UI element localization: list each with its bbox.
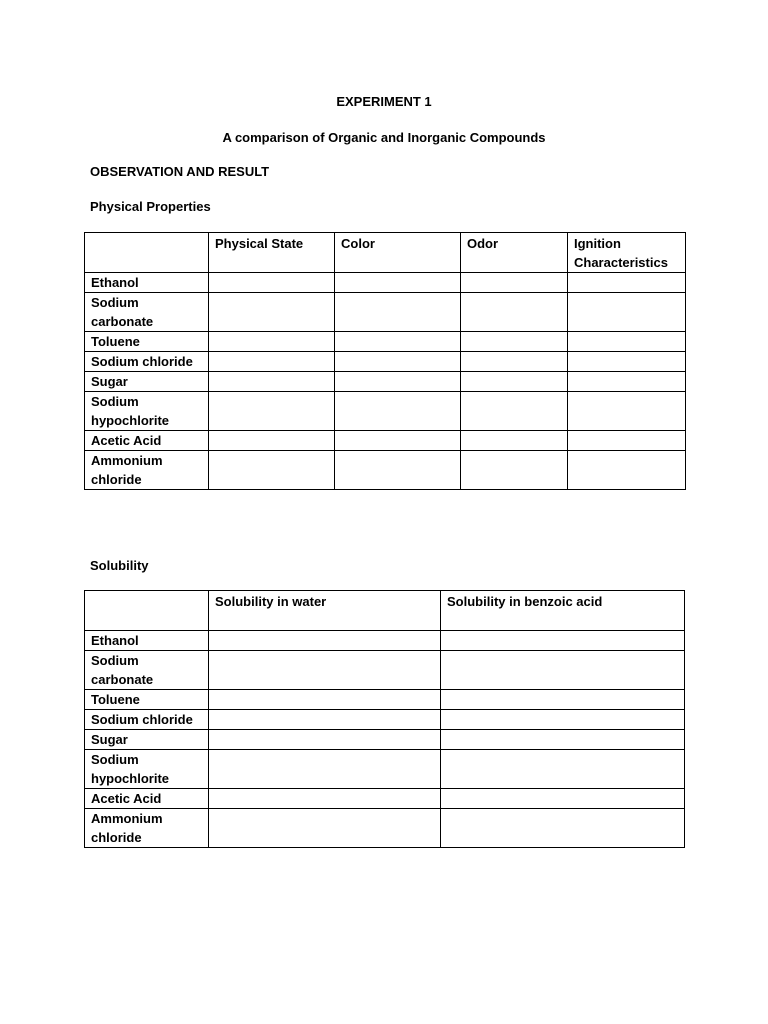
table-row [85,392,686,431]
table-row [85,451,686,490]
table-cell [335,392,461,431]
row-label: Ammonium chloride [85,451,209,490]
table-cell [209,332,335,352]
table-cell [335,372,461,392]
column-header-physical-state: Physical State [209,233,335,273]
table-cell [568,352,686,372]
row-label: Sodium chloride [85,352,209,372]
row-label: Toluene [85,690,209,710]
table-cell [209,392,335,431]
column-header-odor: Odor [461,233,568,273]
row-label: Toluene [85,332,209,352]
table-cell [209,651,441,690]
table-cell [568,332,686,352]
column-header-ignition: Ignition Characteristics [568,233,686,273]
table-cell [209,690,441,710]
table-cell [461,451,568,490]
row-label: Ethanol [85,631,209,651]
table-cell [209,809,441,848]
table-cell [209,710,441,730]
table-cell [209,293,335,332]
row-label: Sodium carbonate [85,293,209,332]
table-cell [441,651,685,690]
table-cell [209,750,441,789]
table-row [85,273,686,293]
row-label: Ammonium chloride [85,809,209,848]
table-cell [461,293,568,332]
table-cell [209,431,335,451]
column-header [85,591,209,631]
row-label: Sodium carbonate [85,651,209,690]
column-header [85,233,209,273]
solubility-table [84,590,685,848]
table-cell [461,431,568,451]
column-header-water: Solubility in water [209,591,441,631]
physical-properties-table [84,232,686,490]
table-cell [568,372,686,392]
document-subtitle: A comparison of Organic and Inorganic Compounds [222,130,546,145]
row-label: Sodium hypochlorite [85,392,209,431]
table-row [85,372,686,392]
row-label: Sodium chloride [85,710,209,730]
table-cell [441,710,685,730]
table-cell [461,273,568,293]
table-cell [461,392,568,431]
row-label: Sugar [85,730,209,750]
table-cell [335,431,461,451]
row-label: Sugar [85,372,209,392]
table-cell [335,293,461,332]
table-cell [461,352,568,372]
table-cell [209,451,335,490]
table-row [85,651,685,690]
table-row [85,750,685,789]
table-row [85,690,685,710]
table-cell [441,690,685,710]
table-row [85,352,686,372]
table-cell [568,431,686,451]
table-row [85,730,685,750]
table-cell [441,631,685,651]
table-row [85,293,686,332]
column-header-color: Color [335,233,461,273]
table-row [85,431,686,451]
row-label: Acetic Acid [85,431,209,451]
physical-properties-heading: Physical Properties [90,199,211,214]
column-header-benzoic-acid: Solubility in benzoic acid [441,591,685,631]
table-cell [335,451,461,490]
table-row [85,710,685,730]
table-cell [568,273,686,293]
table-cell [209,352,335,372]
table-cell [335,352,461,372]
section-heading: OBSERVATION AND RESULT [90,164,270,179]
table-row [85,631,685,651]
table-cell [441,750,685,789]
table-cell [441,730,685,750]
table-row [85,332,686,352]
table-cell [335,332,461,352]
table-cell [441,809,685,848]
table-cell [209,372,335,392]
table-row [85,789,685,809]
row-label: Sodium hypochlorite [85,750,209,789]
row-label: Ethanol [85,273,209,293]
table-cell [335,273,461,293]
experiment-title: EXPERIMENT 1 [336,94,432,109]
table-cell [568,451,686,490]
table-cell [209,730,441,750]
table-cell [461,372,568,392]
table-cell [441,789,685,809]
table-cell [209,631,441,651]
table-cell [568,293,686,332]
table-row [85,809,685,848]
row-label: Acetic Acid [85,789,209,809]
table-cell [461,332,568,352]
table-cell [209,789,441,809]
table-cell [568,392,686,431]
table-cell [209,273,335,293]
solubility-heading: Solubility [90,558,149,573]
